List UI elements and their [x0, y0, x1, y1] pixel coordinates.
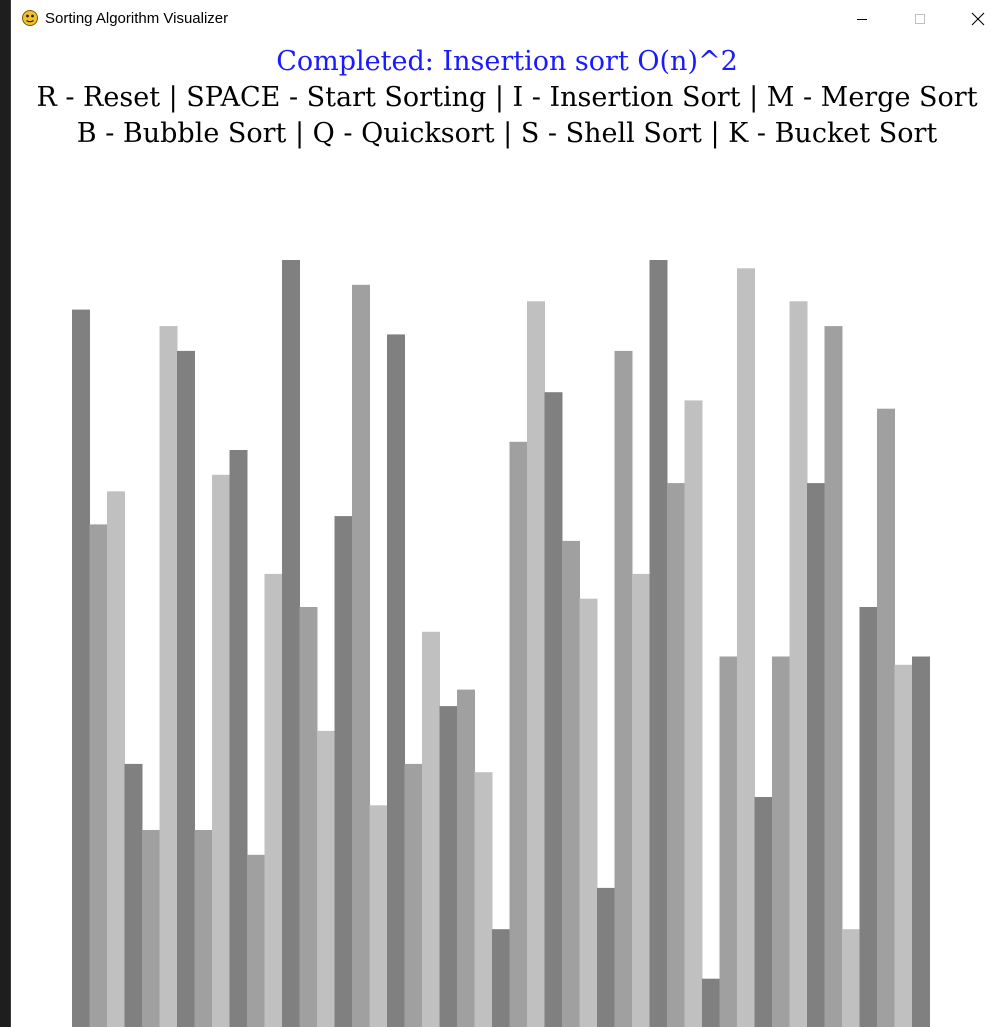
bar-27 [545, 392, 563, 1027]
background-editor-edge [0, 0, 10, 1027]
bar-47 [895, 665, 913, 1027]
bar-0 [72, 310, 90, 1027]
bar-12 [282, 260, 300, 1027]
bar-34 [667, 483, 685, 1027]
bar-11 [265, 574, 283, 1027]
bar-38 [737, 268, 755, 1027]
status-title: Completed: Insertion sort O(n)^2 [276, 46, 738, 77]
bar-8 [212, 475, 230, 1027]
bar-29 [580, 599, 598, 1027]
bar-36 [702, 979, 720, 1027]
bar-18 [387, 334, 405, 1027]
maximize-icon [914, 13, 926, 25]
bar-32 [632, 574, 650, 1027]
bar-21 [440, 706, 458, 1027]
visualizer-canvas[interactable] [11, 38, 1002, 1027]
window-title: Sorting Algorithm Visualizer [45, 10, 229, 27]
bar-1 [90, 524, 108, 1027]
bar-19 [405, 764, 423, 1027]
bar-44 [842, 929, 860, 1027]
bar-31 [615, 351, 633, 1027]
minimize-button[interactable] [833, 0, 891, 38]
close-icon [971, 12, 985, 26]
bar-40 [772, 657, 790, 1027]
bar-13 [300, 607, 318, 1027]
bar-39 [755, 797, 773, 1027]
bar-28 [562, 541, 580, 1027]
bar-37 [720, 657, 738, 1027]
bar-22 [457, 690, 475, 1027]
pygame-snake-icon [21, 9, 39, 27]
bar-9 [230, 450, 248, 1027]
controls-help-line-2: B - Bubble Sort | Q - Quicksort | S - Shell Sort | K - Bucket Sort [76, 118, 938, 149]
close-button[interactable] [949, 0, 1002, 38]
bar-14 [317, 731, 335, 1027]
bar-42 [807, 483, 825, 1027]
bar-4 [142, 830, 160, 1027]
bar-3 [125, 764, 143, 1027]
bar-24 [492, 929, 510, 1027]
bar-45 [860, 607, 878, 1027]
minimize-icon [856, 13, 868, 25]
bar-26 [527, 301, 545, 1027]
bar-2 [107, 491, 125, 1027]
bar-25 [510, 442, 528, 1027]
controls-help-line-1: R - Reset | SPACE - Start Sorting | I - Insertion Sort | M - Merge Sort [36, 82, 978, 113]
bar-35 [685, 400, 703, 1027]
bar-48 [912, 657, 930, 1027]
bar-17 [370, 805, 388, 1027]
bar-30 [597, 888, 615, 1027]
bar-10 [247, 855, 265, 1027]
bar-23 [475, 772, 493, 1027]
bar-5 [160, 326, 178, 1027]
maximize-button[interactable] [891, 0, 949, 38]
bar-6 [177, 351, 195, 1027]
bar-15 [335, 516, 353, 1027]
bar-7 [195, 830, 213, 1027]
bar-41 [790, 301, 808, 1027]
bar-33 [650, 260, 668, 1027]
bar-43 [825, 326, 843, 1027]
app-window [10, 0, 1002, 1027]
bar-20 [422, 632, 440, 1027]
bar-46 [877, 409, 895, 1027]
bar-16 [352, 285, 370, 1027]
bar-chart [11, 38, 1002, 1027]
title-bar[interactable] [11, 0, 1002, 38]
